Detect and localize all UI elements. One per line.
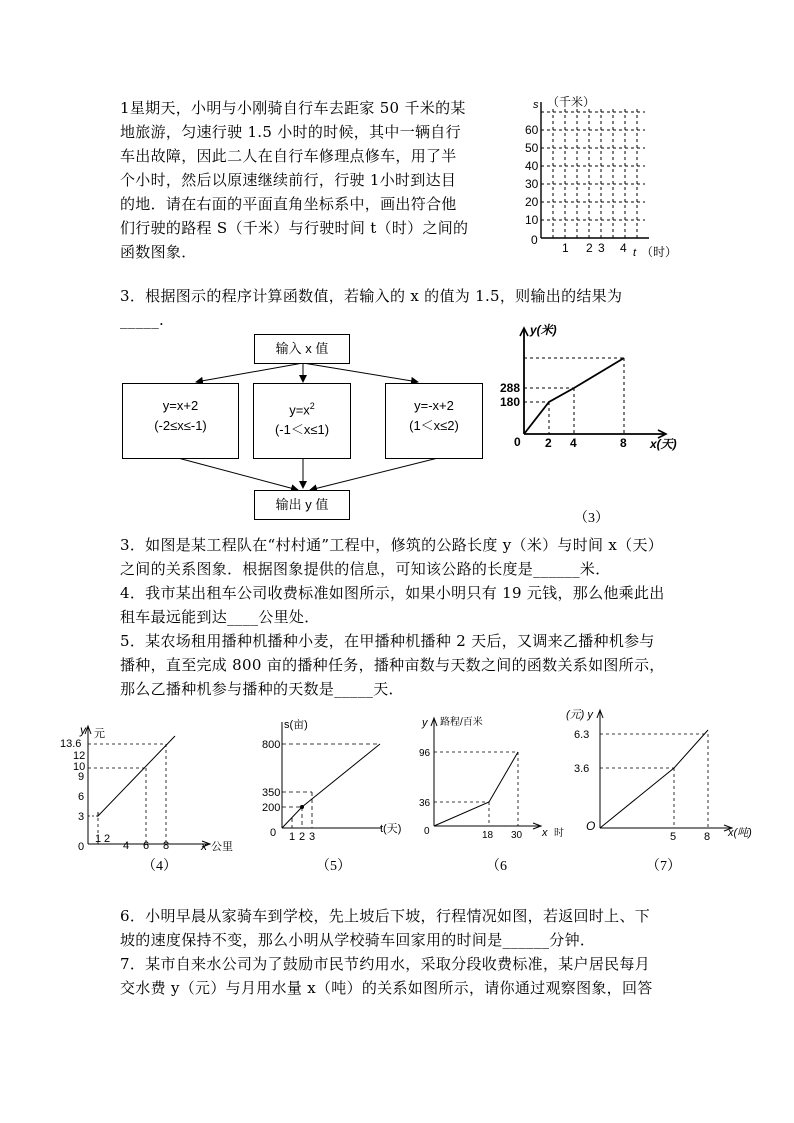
fig7-y-label: (元) y: [566, 709, 593, 721]
q5-line-2: 播种，直至完成 800 亩的播种任务，播种亩数与天数之间的函数关系如图所示，: [120, 656, 665, 674]
fig4-ytick-12: 12: [73, 750, 86, 762]
fig7-line: [600, 730, 708, 828]
q1-line-7: 函数图象．: [120, 243, 197, 261]
output-box-label: 输出 y 值: [275, 497, 329, 512]
q6-7-text: [120, 904, 690, 1000]
q1-text: [120, 96, 520, 264]
fig4-ytick-10: 10: [73, 761, 86, 773]
fig4-ytick-6: 6: [78, 791, 85, 803]
q7-line-1: 7．某市自来水公司为了鼓励市民节约用水，采取分段收费标准，某户居民每月: [120, 955, 651, 973]
fig4-xtick-2: 2: [104, 833, 111, 845]
q1-line-5: 的地．请在右面的平面直角坐标系中，画出符合他: [120, 195, 457, 213]
fig7-origin: O: [586, 819, 596, 833]
q1-x-letter: t: [633, 247, 637, 259]
fig6-origin: 0: [424, 826, 430, 837]
fig4-xtick-4: 4: [123, 840, 130, 852]
left-cond: (-2≤x≤-1): [154, 418, 207, 433]
mid-cond: (-1＜x≤1): [274, 422, 330, 438]
input-box: [254, 334, 350, 364]
fig7-graph: [560, 706, 760, 841]
fig4-line: [98, 736, 175, 816]
fig6-ytick-36: 36: [419, 798, 431, 809]
fig5-xtick-1: 1: [289, 831, 296, 843]
q3b-line-2: 之间的关系图象．根据图象提供的信息，可知该公路的长度是______米．: [120, 560, 611, 578]
q7-line-2: 交水费 y（元）与月用水量 x（吨）的关系如图所示，请你通过观察图象，回答: [120, 979, 653, 997]
q3a-line-2: _____.: [120, 311, 165, 329]
fig6-x-label: x: [542, 827, 548, 839]
fig5-point: [300, 805, 304, 809]
q1-line-3: 车出故障，因此二人在自行车修理点修车，用了半: [120, 147, 457, 165]
fig4-x-label: x: [201, 839, 207, 853]
fig4-graph: [58, 722, 243, 857]
fig6-graph: [414, 714, 574, 844]
fig7-xtick-5: 5: [670, 831, 677, 843]
fig6-y-unit: 路程/百米: [440, 717, 483, 728]
fig3-x-label: x(天): [650, 437, 677, 451]
input-box-label: 输入 x 值: [275, 341, 329, 356]
q1-ytick-60: 60: [525, 123, 539, 137]
q1-ytick-20: 20: [525, 195, 539, 209]
q1-xtick-2: 2: [586, 241, 593, 255]
q4-line-2: 租车最远能到达____公里处．: [120, 608, 320, 626]
fig4-caption: （4）: [142, 859, 177, 874]
q1-ytick-30: 30: [525, 177, 539, 191]
q1-xtick-3: 3: [598, 241, 605, 255]
fig4-xtick-1: 1: [95, 833, 102, 845]
fig5-line: [282, 744, 380, 828]
fig7-ytick-6.3: 6.3: [574, 729, 590, 741]
fig6-xtick-30: 30: [511, 830, 523, 841]
fig4-xtick-6: 6: [143, 840, 150, 852]
fig5-y-label: s(亩): [284, 719, 308, 731]
q5-line-1: 5．某农场租用播种机播种小麦，在甲播种机播种 2 天后，又调来乙播种机参与: [120, 632, 655, 650]
fig4-origin: 0: [78, 841, 85, 853]
q1-origin: 0: [531, 233, 538, 247]
fig3-caption: （3）: [574, 511, 609, 526]
q3b-line-1: 3．如图是某工程队在“村村通”工程中，修筑的公路长度 y（米）与时间 x（天）: [120, 536, 664, 554]
fig3-ytick-180: 180: [500, 395, 521, 409]
fig3-xtick-4: 4: [570, 436, 577, 450]
q1-xtick-4: 4: [620, 241, 627, 255]
mid-fn: $y=x^2$: [289, 401, 315, 418]
fig5-origin: 0: [270, 827, 277, 839]
fig5-x-label: t(天): [380, 823, 402, 835]
fig7-x-label: x(吨): [728, 827, 752, 839]
fig5-ytick-200: 200: [262, 802, 281, 814]
right-cond: (1＜x≤2): [409, 418, 459, 433]
q1-y-letter: s: [533, 99, 539, 111]
q6-line-1: 6．小明早晨从家骑车到学校，先上坡后下坡，行程情况如图，若返回时上、下: [120, 907, 651, 925]
output-box: [254, 490, 350, 520]
fig6-xtick-18: 18: [482, 830, 494, 841]
fig3-xtick-2: 2: [545, 436, 552, 450]
function-box-left: [122, 383, 239, 459]
fig5-xtick-2: 2: [299, 831, 306, 843]
fig6-ytick-96: 96: [419, 748, 431, 759]
fig4-ytick-9: 9: [78, 771, 85, 783]
q1-ytick-50: 50: [525, 141, 539, 155]
left-fn: y=x+2: [162, 398, 199, 413]
fig5-ytick-800: 800: [262, 739, 281, 751]
q1-x-unit: （时）: [641, 245, 678, 259]
q5-line-3: 那么乙播种机参与播种的天数是_____天．: [120, 680, 404, 698]
fig7-xtick-8: 8: [704, 831, 711, 843]
fig6-x-unit: 时: [554, 828, 564, 839]
fig3-graph: [500, 322, 680, 452]
fig3-y-label: y(米): [530, 323, 557, 337]
fig4-y-label: y: [80, 723, 86, 737]
function-box-right: [385, 383, 483, 459]
q6-line-2: 坡的速度保持不变，那么小明从学校骑车回家用的时间是______分钟．: [120, 931, 596, 949]
q1-line-6: 们行驶的路程 S（千米）与行驶时间 t（时）之间的: [120, 219, 469, 237]
fig4-xtick-8: 8: [163, 840, 170, 852]
fig6-y-label: y: [422, 717, 428, 729]
fig6-line: [434, 752, 518, 826]
fig3-origin: 0: [514, 435, 521, 449]
q1-y-unit: （千米）: [547, 95, 596, 109]
q1-grid-graph: [525, 88, 685, 263]
fig4-y-unit: 元: [94, 728, 105, 740]
q1-ytick-40: 40: [525, 159, 539, 173]
q1-line-2: 地旅游，匀速行驶 1.5 小时的时候，其中一辆自行: [120, 123, 461, 141]
fig5-graph: [262, 718, 412, 843]
fig4-ytick-3: 3: [78, 811, 85, 823]
q1-ytick-10: 10: [525, 213, 539, 227]
right-fn: y=-x+2: [414, 398, 454, 413]
fig6-caption: （6: [486, 859, 507, 874]
fig5-caption: （5）: [316, 859, 351, 874]
q3a-line-1: 3．根据图示的程序计算函数值，若输入的 x 的值为 1.5，则输出的结果为: [120, 287, 623, 305]
fig3-xtick-8: 8: [620, 436, 627, 450]
fig5-ytick-350: 350: [262, 787, 281, 799]
function-box-middle: [253, 383, 351, 459]
q4-line-1: 4．我市某出租车公司收费标准如图所示，如果小明只有 19 元钱，那么他乘此出: [120, 584, 665, 602]
fig4-ytick-13.6: 13.6: [60, 738, 82, 750]
fig7-caption: （7）: [646, 859, 681, 874]
fig3-ytick-288: 288: [500, 381, 521, 395]
q1-line-4: 个小时，然后以原速继续前行，行驶 1小时到达目: [120, 171, 457, 189]
q3b-5-text: [120, 533, 690, 701]
fig5-xtick-3: 3: [309, 831, 316, 843]
fig7-ytick-3.6: 3.6: [574, 763, 590, 775]
q1-xtick-1: 1: [562, 241, 569, 255]
q1-line-1: 1星期天，小明与小刚骑自行车去距家 50 千米的某: [120, 99, 466, 117]
fig4-x-unit: 公里: [211, 841, 233, 853]
